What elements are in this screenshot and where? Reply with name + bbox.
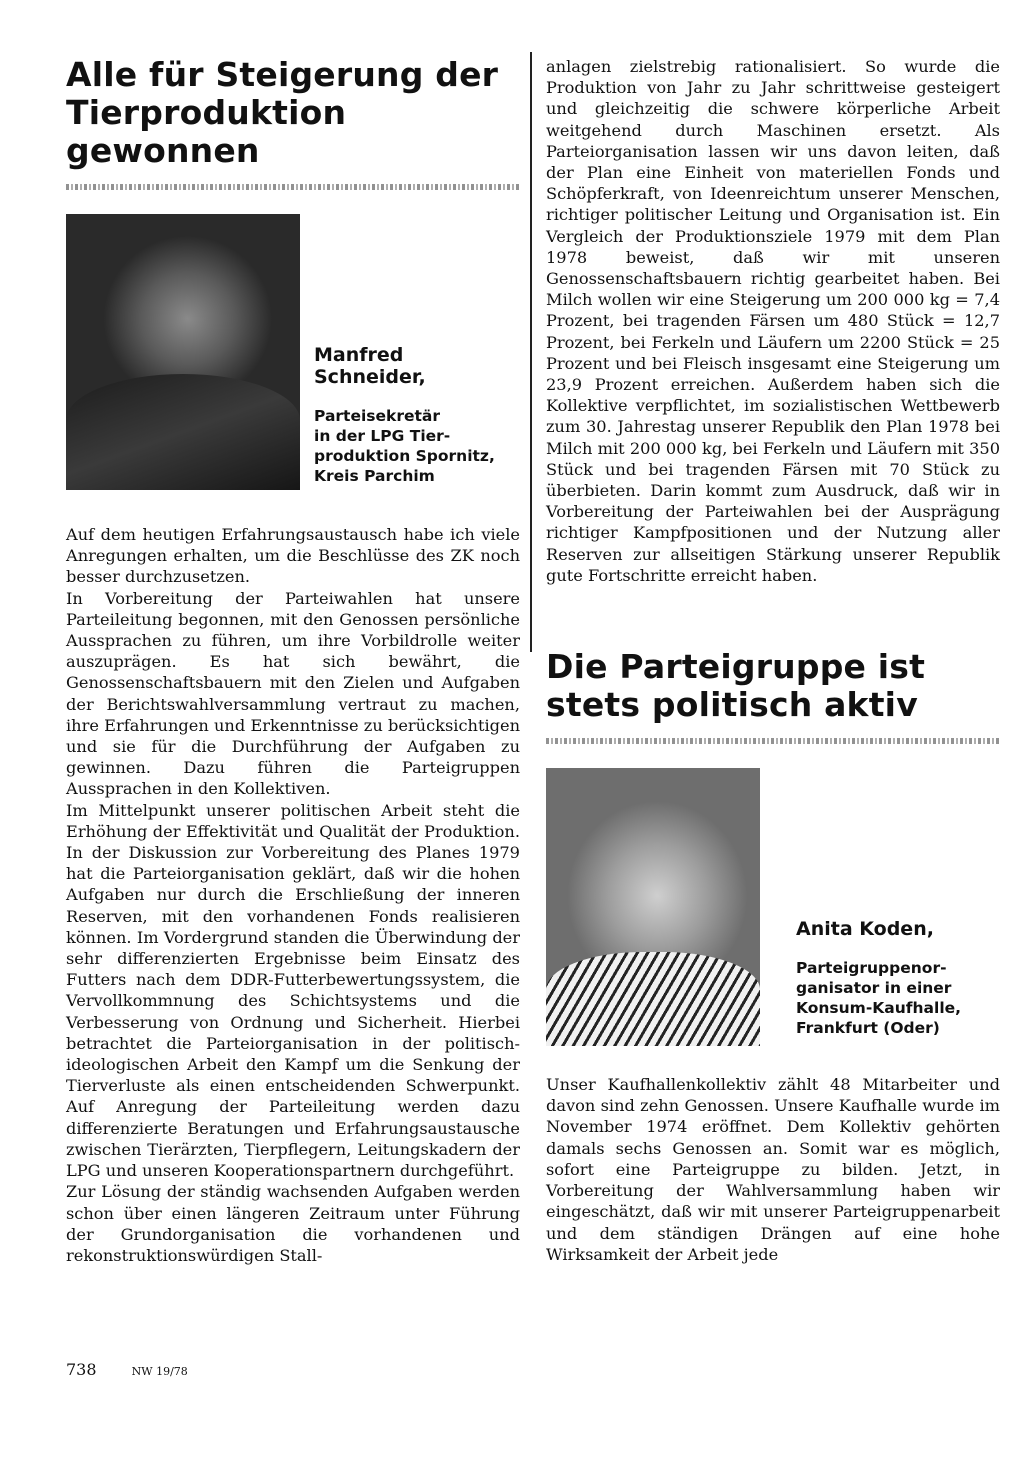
author-portrait-photo [546, 768, 760, 1046]
role-line: Parteisekretär [314, 407, 440, 425]
body-paragraph: In Vorbereitung der Parteiwahlen hat unsere Parteileitung begonnen, mit den Genossen persönliche Aussprachen zu führen, um ihre Vorbildrolle weiter auszuprägen. Es hat sich bewährt, die Genossenschaftsbauern mit den Zielen und Aufgaben der Berichtswahlversammlung vertraut zu machen, ihre Erfahrungen und Erkenntnisse zu berücksichtigen und sie für die Durchführung der Aufgaben zu gewinnen. Dazu führen die Parteigruppen Aussprachen in den Kollektiven. [66, 588, 520, 799]
article1-headline-line1: Alle für Steigerung der [66, 55, 499, 94]
author-role [796, 958, 961, 1038]
portrait-suit-shape [66, 374, 300, 490]
author-surname: Schneider, [314, 366, 426, 388]
issue-label: NW 19/78 [131, 1365, 188, 1378]
article1-body [66, 524, 520, 1266]
author-role [314, 406, 495, 486]
page-footer [66, 1360, 188, 1379]
headline-rule [546, 738, 1000, 744]
author-portrait-photo [66, 214, 300, 490]
article1-author-block [66, 214, 520, 494]
column-divider [530, 52, 532, 652]
author-first-name: Manfred [314, 344, 404, 366]
role-line: Frankfurt (Oder) [796, 1019, 940, 1038]
author-name: Anita Koden, [796, 918, 934, 941]
article2-byline [796, 918, 961, 1038]
article2-author-block [546, 768, 1000, 1048]
page-number: 738 [66, 1360, 97, 1379]
role-line: Konsum-Kaufhalle, [796, 999, 962, 1018]
body-paragraph: anlagen zielstrebig rationalisiert. So wurde die Produktion von Jahr zu Jahr schrittweise gesteigert und gleichzeitig die schwere körperliche Arbeit weitgehend durch Maschinen ersetzt. Als Parteiorganisation lassen wir uns davon leiten, daß der Plan eine Einheit von materiellen Fonds und Schöpferkraft, von Ideenreichtum unserer Menschen, richtiger politischer Leitung und Organisation ist. Ein Vergleich der Produktionsziele 1979 mit dem Plan 1978 beweist, daß wir mit unseren Genossenschaftsbauern richtig gearbeitet haben. Bei Milch wollen wir eine Steigerung um 200 000 kg = 7,4 Prozent, bei tragenden Färsen um 480 Stück = 12,7 Prozent, bei Ferkeln und Läufern um 2200 Stück = 25 Prozent und bei Fleisch insgesamt eine Steigerung um 23,9 Prozent erreichen. Außerdem haben sich die Kollektive verpflichtet, im sozialistischen Wettbewerb zum 30. Jahrestag unserer Republik den Plan 1978 bei Milch mit 200 000 kg, bei Ferkeln und Läufern mit 350 Stück und bei tragenden Färsen mit 70 Stück zu überbieten. Darin kommt zum Ausdruck, daß wir in Vorbereitung der Parteiwahlen bei der Ausprägung richtiger Kampfpositionen und der Nutzung aller Reserven zur allseitigen Stärkung unserer Republik gute Fortschritte erreicht haben. [546, 57, 1000, 585]
headline-rule [66, 184, 520, 190]
article1-byline [314, 344, 495, 486]
role-line: Parteigruppenor- [796, 959, 947, 978]
article2-headline [546, 648, 1000, 724]
article2-headline-line1: Die Parteigruppe ist [546, 647, 926, 687]
role-line: Kreis Parchim [314, 467, 435, 485]
article1-headline-line2: Tierproduktion gewonnen [66, 93, 347, 170]
article-left-column [66, 56, 520, 1266]
article1-headline [66, 56, 520, 170]
portrait-striped-collar-shape [546, 952, 760, 1047]
role-line: produktion Spornitz, [314, 447, 495, 465]
body-paragraph: Unser Kaufhallenkollektiv zählt 48 Mitarbeiter und davon sind zehn Genossen. Unsere Kaufhalle wurde im November 1974 eröffnet. Dem Kollektiv gehörten damals sechs Genossen an. Somit war es möglich, sofort eine Parteigruppe zu bilden. Jetzt, in Vorbereitung der Wahlversammlung haben wir eingeschätzt, daß wir mit unserer Parteigruppenarbeit und dem ständigen Drängen auf eine hohe Wirksamkeit der Arbeit jede [546, 1075, 1000, 1264]
body-paragraph: Auf dem heutigen Erfahrungsaustausch habe ich viele Anregungen erhalten, um die Beschlüsse des ZK noch besser durchzusetzen. [66, 525, 520, 587]
article1-continuation [546, 56, 1000, 586]
role-line: ganisator in einer [796, 979, 952, 998]
article2-body [546, 1074, 1000, 1265]
author-name [314, 344, 495, 388]
body-paragraph: Im Mittelpunkt unserer politischen Arbeit steht die Erhöhung der Effektivität und Qualität der Produktion. In der Diskussion zur Vorbereitung des Planes 1979 hat die Parteiorganisation geklärt, daß wir die hohen Aufgaben nur durch die Erschließung der inneren Reserven, mit den vorhandenen Fonds realisieren können. Im Vordergrund standen die Überwindung der sehr differenzierten Ergebnisse beim Einsatz des Futters nach dem DDR-Futterbewertungssystem, die Vervollkommnung des Schichtsystems und die Verbesserung von Ordnung und Sicherheit. Hierbei betrachtet die Parteiorganisation in der politisch-ideologischen Arbeit den Kampf um die Senkung der Tierverluste als einen entscheidenden Schwerpunkt. Auf Anregung der Parteileitung werden dazu differenzierte Beratungen und Erfahrungsaustausche zwischen Tierärzten, Tierpflegern, Leitungskadern der LPG und unseren Kooperationspartnern durchgeführt. [66, 800, 520, 1181]
role-line: in der LPG Tier- [314, 427, 451, 445]
article2-headline-line2: stets politisch aktiv [546, 685, 918, 725]
body-paragraph: Zur Lösung der ständig wachsenden Aufgaben werden schon über einen längeren Zeitraum unter Führung der Grundorganisation die vorhandenen und rekonstruktionswürdigen Stall- [66, 1182, 520, 1265]
article-right-column [546, 56, 1000, 1265]
